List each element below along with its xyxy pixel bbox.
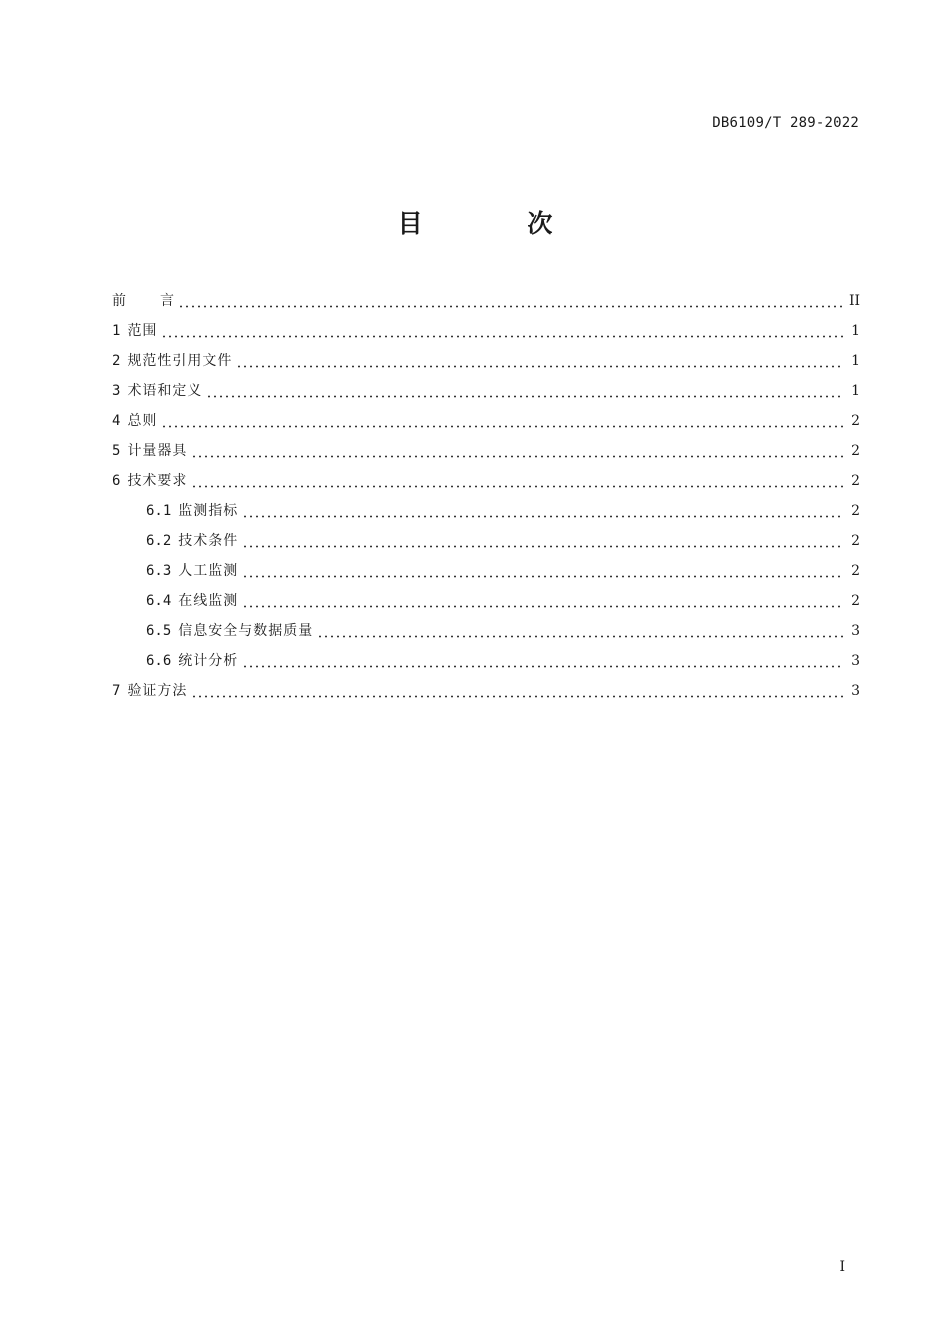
table-of-contents xyxy=(112,286,860,706)
toc-entry-label: 计量器具 xyxy=(127,443,188,459)
toc-entry-number: 6.6 xyxy=(146,653,172,669)
toc-entry-page: 3 xyxy=(851,683,860,699)
toc-entry-page: 2 xyxy=(851,413,860,429)
toc-entry-page: 2 xyxy=(851,533,860,549)
toc-entry-number: 1 xyxy=(112,323,121,339)
toc-entry-7[interactable] xyxy=(112,676,860,706)
toc-entry-number: 7 xyxy=(112,683,121,699)
toc-entry-preface[interactable] xyxy=(112,286,860,316)
toc-entry-page: 1 xyxy=(851,383,860,399)
toc-entry-page: 2 xyxy=(851,473,860,489)
dot-leader xyxy=(242,534,844,548)
dot-leader xyxy=(161,324,844,338)
dot-leader xyxy=(242,564,844,578)
toc-entry-label: 术语和定义 xyxy=(127,383,203,399)
toc-entry-label: 规范性引用文件 xyxy=(127,353,233,369)
toc-entry-number: 6.2 xyxy=(146,533,172,549)
toc-entry-number: 5 xyxy=(112,443,121,459)
toc-entry-number: 6.5 xyxy=(146,623,172,639)
toc-entry-6-5[interactable] xyxy=(112,616,860,646)
toc-entry-label: 在线监测 xyxy=(178,593,239,609)
dot-leader xyxy=(191,684,844,698)
toc-entry-page: 2 xyxy=(851,443,860,459)
toc-entry-6-2[interactable] xyxy=(112,526,860,556)
dot-leader xyxy=(317,624,844,638)
dot-leader xyxy=(206,384,844,398)
dot-leader xyxy=(191,474,844,488)
page-number: I xyxy=(839,1259,845,1275)
dot-leader xyxy=(161,414,844,428)
toc-entry-page: 2 xyxy=(851,563,860,579)
toc-title: 目 次 xyxy=(397,209,601,238)
document-code: DB6109/T 289-2022 xyxy=(712,115,859,131)
toc-entry-2[interactable] xyxy=(112,346,860,376)
toc-entry-6-4[interactable] xyxy=(112,586,860,616)
toc-entry-label: 总则 xyxy=(127,413,158,429)
toc-entry-number: 6.3 xyxy=(146,563,172,579)
toc-entry-1[interactable] xyxy=(112,316,860,346)
dot-leader xyxy=(191,444,844,458)
toc-entry-page: II xyxy=(848,293,860,309)
toc-entry-page: 2 xyxy=(851,503,860,519)
toc-entry-page: 1 xyxy=(851,353,860,369)
toc-entry-label: 统计分析 xyxy=(178,653,239,669)
toc-entry-number: 2 xyxy=(112,353,121,369)
toc-entry-label: 前 言 xyxy=(112,293,174,309)
dot-leader xyxy=(242,504,844,518)
toc-entry-label: 技术条件 xyxy=(178,533,239,549)
toc-entry-label: 人工监测 xyxy=(178,563,239,579)
dot-leader xyxy=(236,354,844,368)
toc-entry-page: 3 xyxy=(851,623,860,639)
dot-leader xyxy=(242,594,844,608)
toc-entry-page: 2 xyxy=(851,593,860,609)
dot-leader xyxy=(178,294,843,308)
toc-entry-number: 6.1 xyxy=(146,503,172,519)
toc-entry-number: 4 xyxy=(112,413,121,429)
toc-entry-page: 1 xyxy=(851,323,860,339)
toc-entry-number: 6 xyxy=(112,473,121,489)
toc-entry-number: 6.4 xyxy=(146,593,172,609)
dot-leader xyxy=(242,654,844,668)
toc-entry-number: 3 xyxy=(112,383,121,399)
toc-entry-label: 技术要求 xyxy=(127,473,188,489)
toc-entry-6-3[interactable] xyxy=(112,556,860,586)
toc-entry-label: 范围 xyxy=(127,323,158,339)
toc-entry-5[interactable] xyxy=(112,436,860,466)
toc-entry-label: 监测指标 xyxy=(178,503,239,519)
toc-entry-4[interactable] xyxy=(112,406,860,436)
toc-entry-6-6[interactable] xyxy=(112,646,860,676)
toc-entry-6[interactable] xyxy=(112,466,860,496)
toc-entry-label: 验证方法 xyxy=(127,683,188,699)
toc-entry-6-1[interactable] xyxy=(112,496,860,526)
toc-entry-3[interactable] xyxy=(112,376,860,406)
toc-entry-label: 信息安全与数据质量 xyxy=(178,623,314,639)
toc-entry-page: 3 xyxy=(851,653,860,669)
